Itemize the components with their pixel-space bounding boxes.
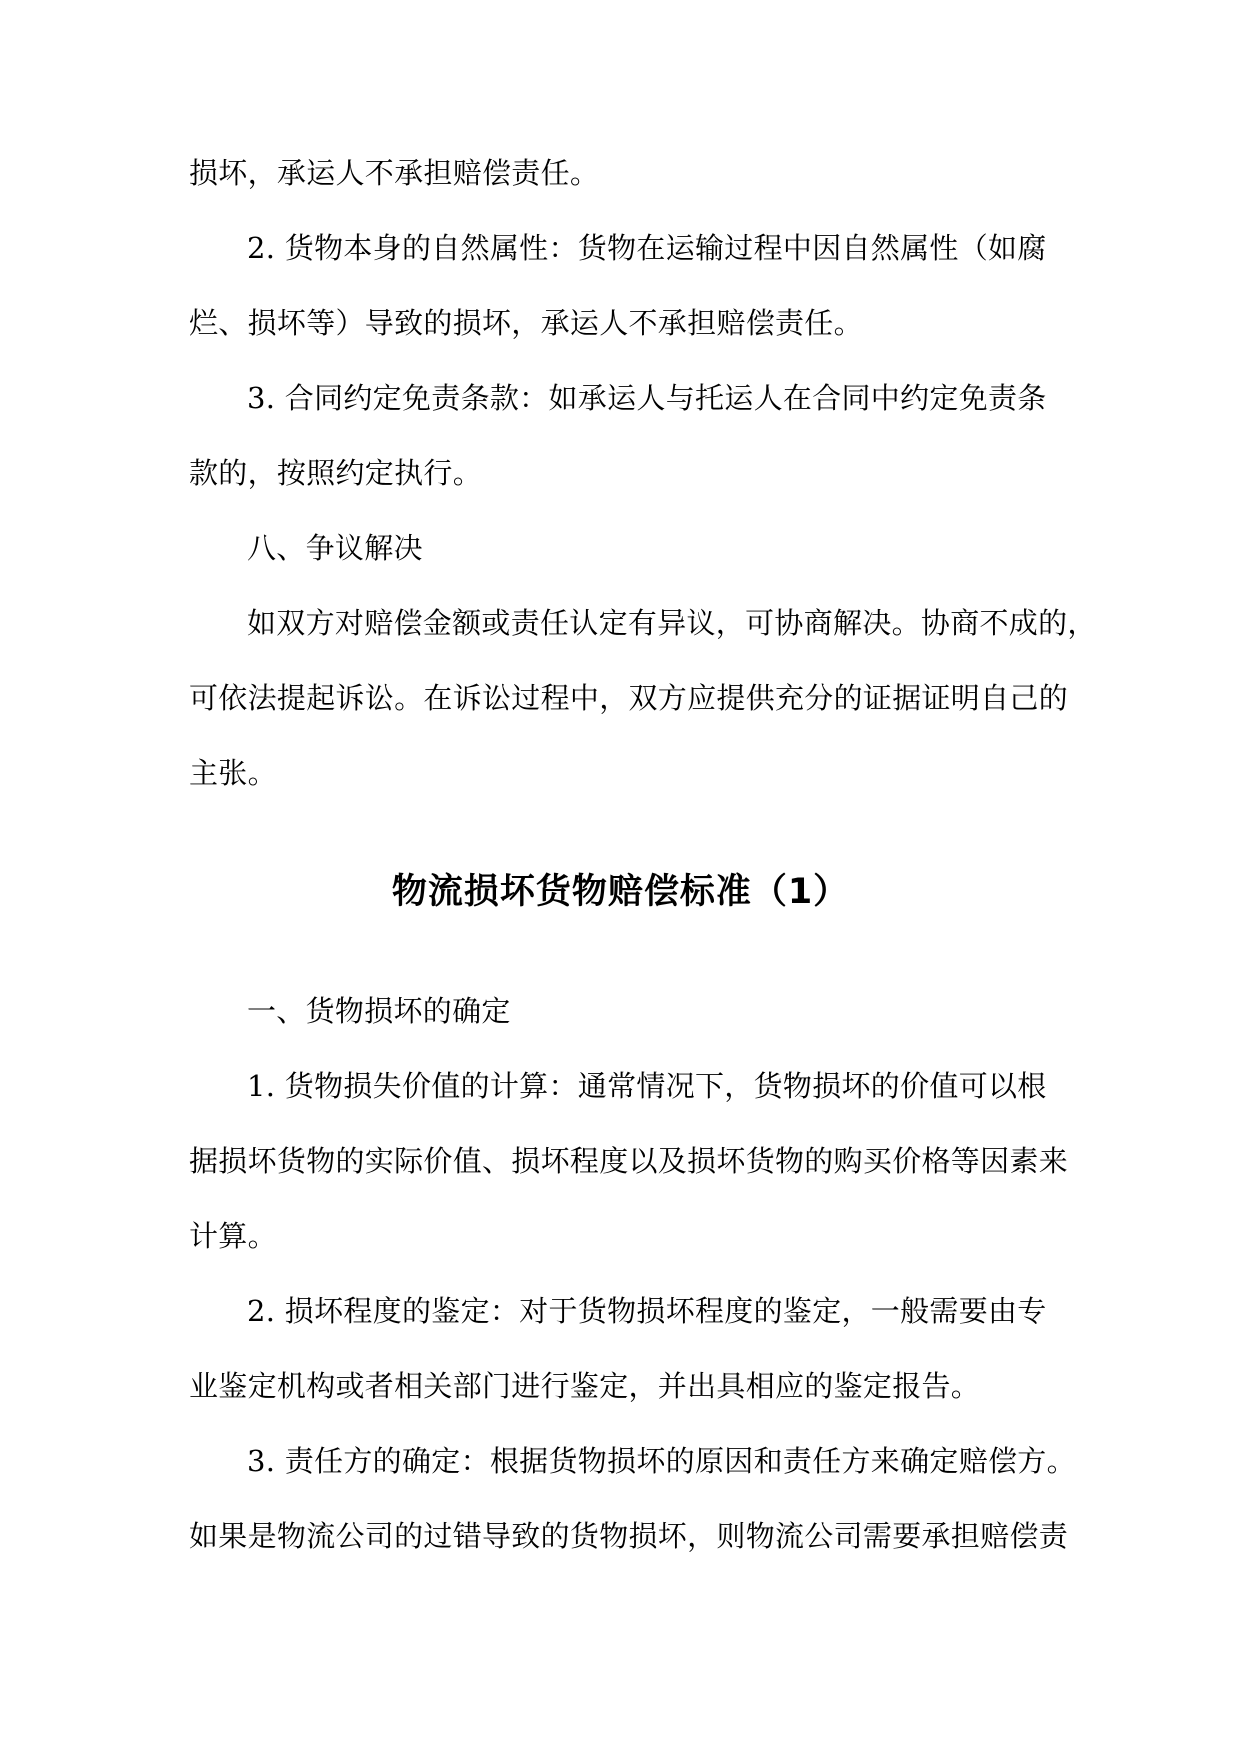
paragraph-line: 计算。 <box>189 1219 277 1253</box>
paragraph-line: 如果是物流公司的过错导致的货物损坏，则物流公司需要承担赔偿责 <box>189 1519 1069 1553</box>
list-item-line: 3. 合同约定免责条款：如承运人与托运人在合同中约定免责条 <box>247 381 1047 415</box>
paragraph-line: 如双方对赔偿金额或责任认定有异议，可协商解决。协商不成的， <box>247 606 1097 640</box>
section-heading: 一、货物损坏的确定 <box>247 994 511 1028</box>
section-heading: 八、争议解决 <box>247 531 423 565</box>
paragraph-line: 损坏，承运人不承担赔偿责任。 <box>189 156 600 190</box>
paragraph-line: 款的，按照约定执行。 <box>189 456 483 490</box>
list-item-line: 2. 货物本身的自然属性：货物在运输过程中因自然属性（如腐 <box>247 231 1047 265</box>
document-title: 物流损坏货物赔偿标准（1） <box>391 872 850 912</box>
list-item-line: 2. 损坏程度的鉴定：对于货物损坏程度的鉴定，一般需要由专 <box>247 1294 1047 1328</box>
list-item-line: 1. 货物损失价值的计算：通常情况下，货物损坏的价值可以根 <box>247 1069 1047 1103</box>
list-item-line: 3. 责任方的确定：根据货物损坏的原因和责任方来确定赔偿方。 <box>247 1444 1076 1478</box>
paragraph-line: 据损坏货物的实际价值、损坏程度以及损坏货物的购买价格等因素来 <box>189 1144 1069 1178</box>
paragraph-line: 业鉴定机构或者相关部门进行鉴定，并出具相应的鉴定报告。 <box>189 1369 981 1403</box>
paragraph-line: 烂、损坏等）导致的损坏，承运人不承担赔偿责任。 <box>189 306 863 340</box>
paragraph-line: 主张。 <box>189 756 277 790</box>
paragraph-line: 可依法提起诉讼。在诉讼过程中，双方应提供充分的证据证明自己的 <box>189 681 1069 715</box>
